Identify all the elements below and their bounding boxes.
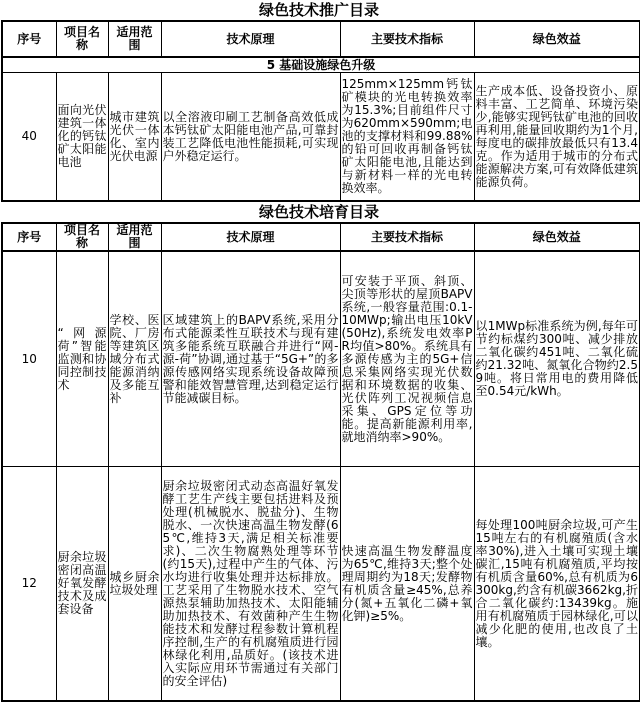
header-technical-principle: 技术原理 [161, 223, 340, 251]
header-applicable-scope: 适用范围 [108, 21, 161, 57]
header-technical-principle: 技术原理 [161, 21, 340, 57]
cell-applicable-scope: 城乡厨余垃圾处理 [108, 467, 161, 702]
promotion-catalog-table [1, 20, 640, 202]
cell-technical-principle: 区域建筑上的BAPV系统,采用分布式能源柔性互联技术与现有建筑多能系统互联融合并进行“网-源-荷”协调,通过基于“5G+”的多源传感网络实现系统设备故障预警和能效智慧管理,达到稳定运行节能减碳目标。 [161, 251, 340, 467]
cultivation-catalog-table [1, 222, 640, 702]
header-project-name: 项目名称 [56, 21, 108, 57]
cultivation-header-row [2, 223, 640, 251]
cell-serial-number: 12 [2, 467, 56, 702]
promotion-catalog-title: 绿色技术推广目录 [258, 1, 379, 19]
header-green-benefits: 绿色效益 [474, 223, 640, 251]
cell-applicable-scope: 学校、医院、厂房等建筑区域分布式能源消纳及多能互补 [108, 251, 161, 467]
cell-technical-principle: 厨余垃圾密闭式动态高温好氧发酵工艺生产线主要包括进料及预处理(机械脱水、脱盐分)、生物脱水、一次快速高温生物发酵(65℃,维持3天,满足相关标准要求)、二次生物腐熟处理等环节(约15天),过程中产生的气体、污水均进行收集处理并达标排放。工艺采用了生物脱水技术、空气源热泵辅助加热技术、太阳能辅助加热技术、有效菌种产生生物能技术和发酵过程参数计算机程序控制,生产的有机腐殖质进行园林绿化利用,品质好。(该技术进入实际应用环节需通过有关部门的安全评估) [161, 467, 340, 702]
cultivation-catalog-title: 绿色技术培育目录 [258, 203, 379, 221]
table-row-12 [2, 467, 640, 702]
cell-main-indicators: 快速高温生物发酵温度为65℃,维持3天;整个处理周期约为18天;发酵物有机质含量≥45%,总养分(氮+五氧化二磷+氧化钾)≥5%。 [340, 467, 474, 702]
header-green-benefits: 绿色效益 [474, 21, 640, 57]
cell-green-benefits: 每处理100吨厨余垃圾,可产生15吨左右的有机腐殖质(含水率30%),进入土壤可实现土壤碳汇,15吨有机腐殖质,平均按有机质含量60%,总有机质为6300kg,约含有机碳3662kg,折合二氧化碳约:13439kg。施用有机腐殖质于园林绿化,可以减少化肥的使用,也改良了土壤。 [474, 467, 640, 702]
header-serial-number: 序号 [2, 223, 56, 251]
header-applicable-scope: 适用范围 [108, 223, 161, 251]
header-project-name: 项目名称 [56, 223, 108, 251]
cell-green-benefits: 以1MWp标准系统为例,每年可节约标煤约300吨、减少排放二氧化碳约451吨、二氧化硫约21.32吨、氮氧化合物约2.59吨。将日常用电的费用降低至0.54元/kWh。 [474, 251, 640, 467]
cell-serial-number: 40 [2, 73, 56, 202]
cell-applicable-scope: 城市建筑光伏一体化、室内光伏电源 [108, 73, 161, 202]
cell-technical-principle: 以全溶液印刷工艺制备高效低成本钙钛矿太阳能电池产品,可靠封装工艺降低电池性能损耗,可实现户外稳定运行。 [161, 73, 340, 202]
header-main-indicators: 主要技术指标 [340, 21, 474, 57]
cell-serial-number: 10 [2, 251, 56, 467]
cell-project-name: “网源荷”智能监测和协同控制技术 [56, 251, 108, 467]
section-header-label: 5 基础设施绿色升级 [2, 57, 640, 73]
cell-green-benefits: 生产成本低、设备投资小、原料丰富、工艺简单、环境污染少,能够实现钙钛矿电池的回收再利用,能量回收期约为1个月,每度电的碳排放最低只有13.4克。作为适用于城市的分布式能源解决方案,可有效降低建筑能源负荷。 [474, 73, 640, 202]
promotion-header-row [2, 21, 640, 57]
section-row-infrastructure [2, 57, 640, 73]
table-row-10 [2, 251, 640, 467]
cell-main-indicators: 125mm×125mm钙钛矿模块的光电转换效率为15.3%;目前组件尺寸为620mm×590mm;电池的支撑材料和99.88%的铅可回收再制备钙钛矿太阳能电池,且能达到与新材料一样的光电转换效率。 [340, 73, 474, 202]
cell-project-name: 面向光伏建筑一体化的钙钛矿太阳能电池 [56, 73, 108, 202]
cell-project-name: 厨余垃圾密闭高温好氧发酵技术及成套设备 [56, 467, 108, 702]
header-main-indicators: 主要技术指标 [340, 223, 474, 251]
cell-main-indicators: 可安装于平顶、斜顶、尖顶等形状的屋顶BAPV系统,一般容量范围:0.1-10MWp;输出电压10kV(50Hz),系统发电效率PR均值>80%。系统具有多源传感为主的5G+信息采集网络实现光伏数据和环境数据的收集、光伏阵列工况视频信息采集、GPS定位等功能。提高新能源利用率,就地消纳率>90%。 [340, 251, 474, 467]
table-row-40 [2, 73, 640, 202]
header-serial-number: 序号 [2, 21, 56, 57]
